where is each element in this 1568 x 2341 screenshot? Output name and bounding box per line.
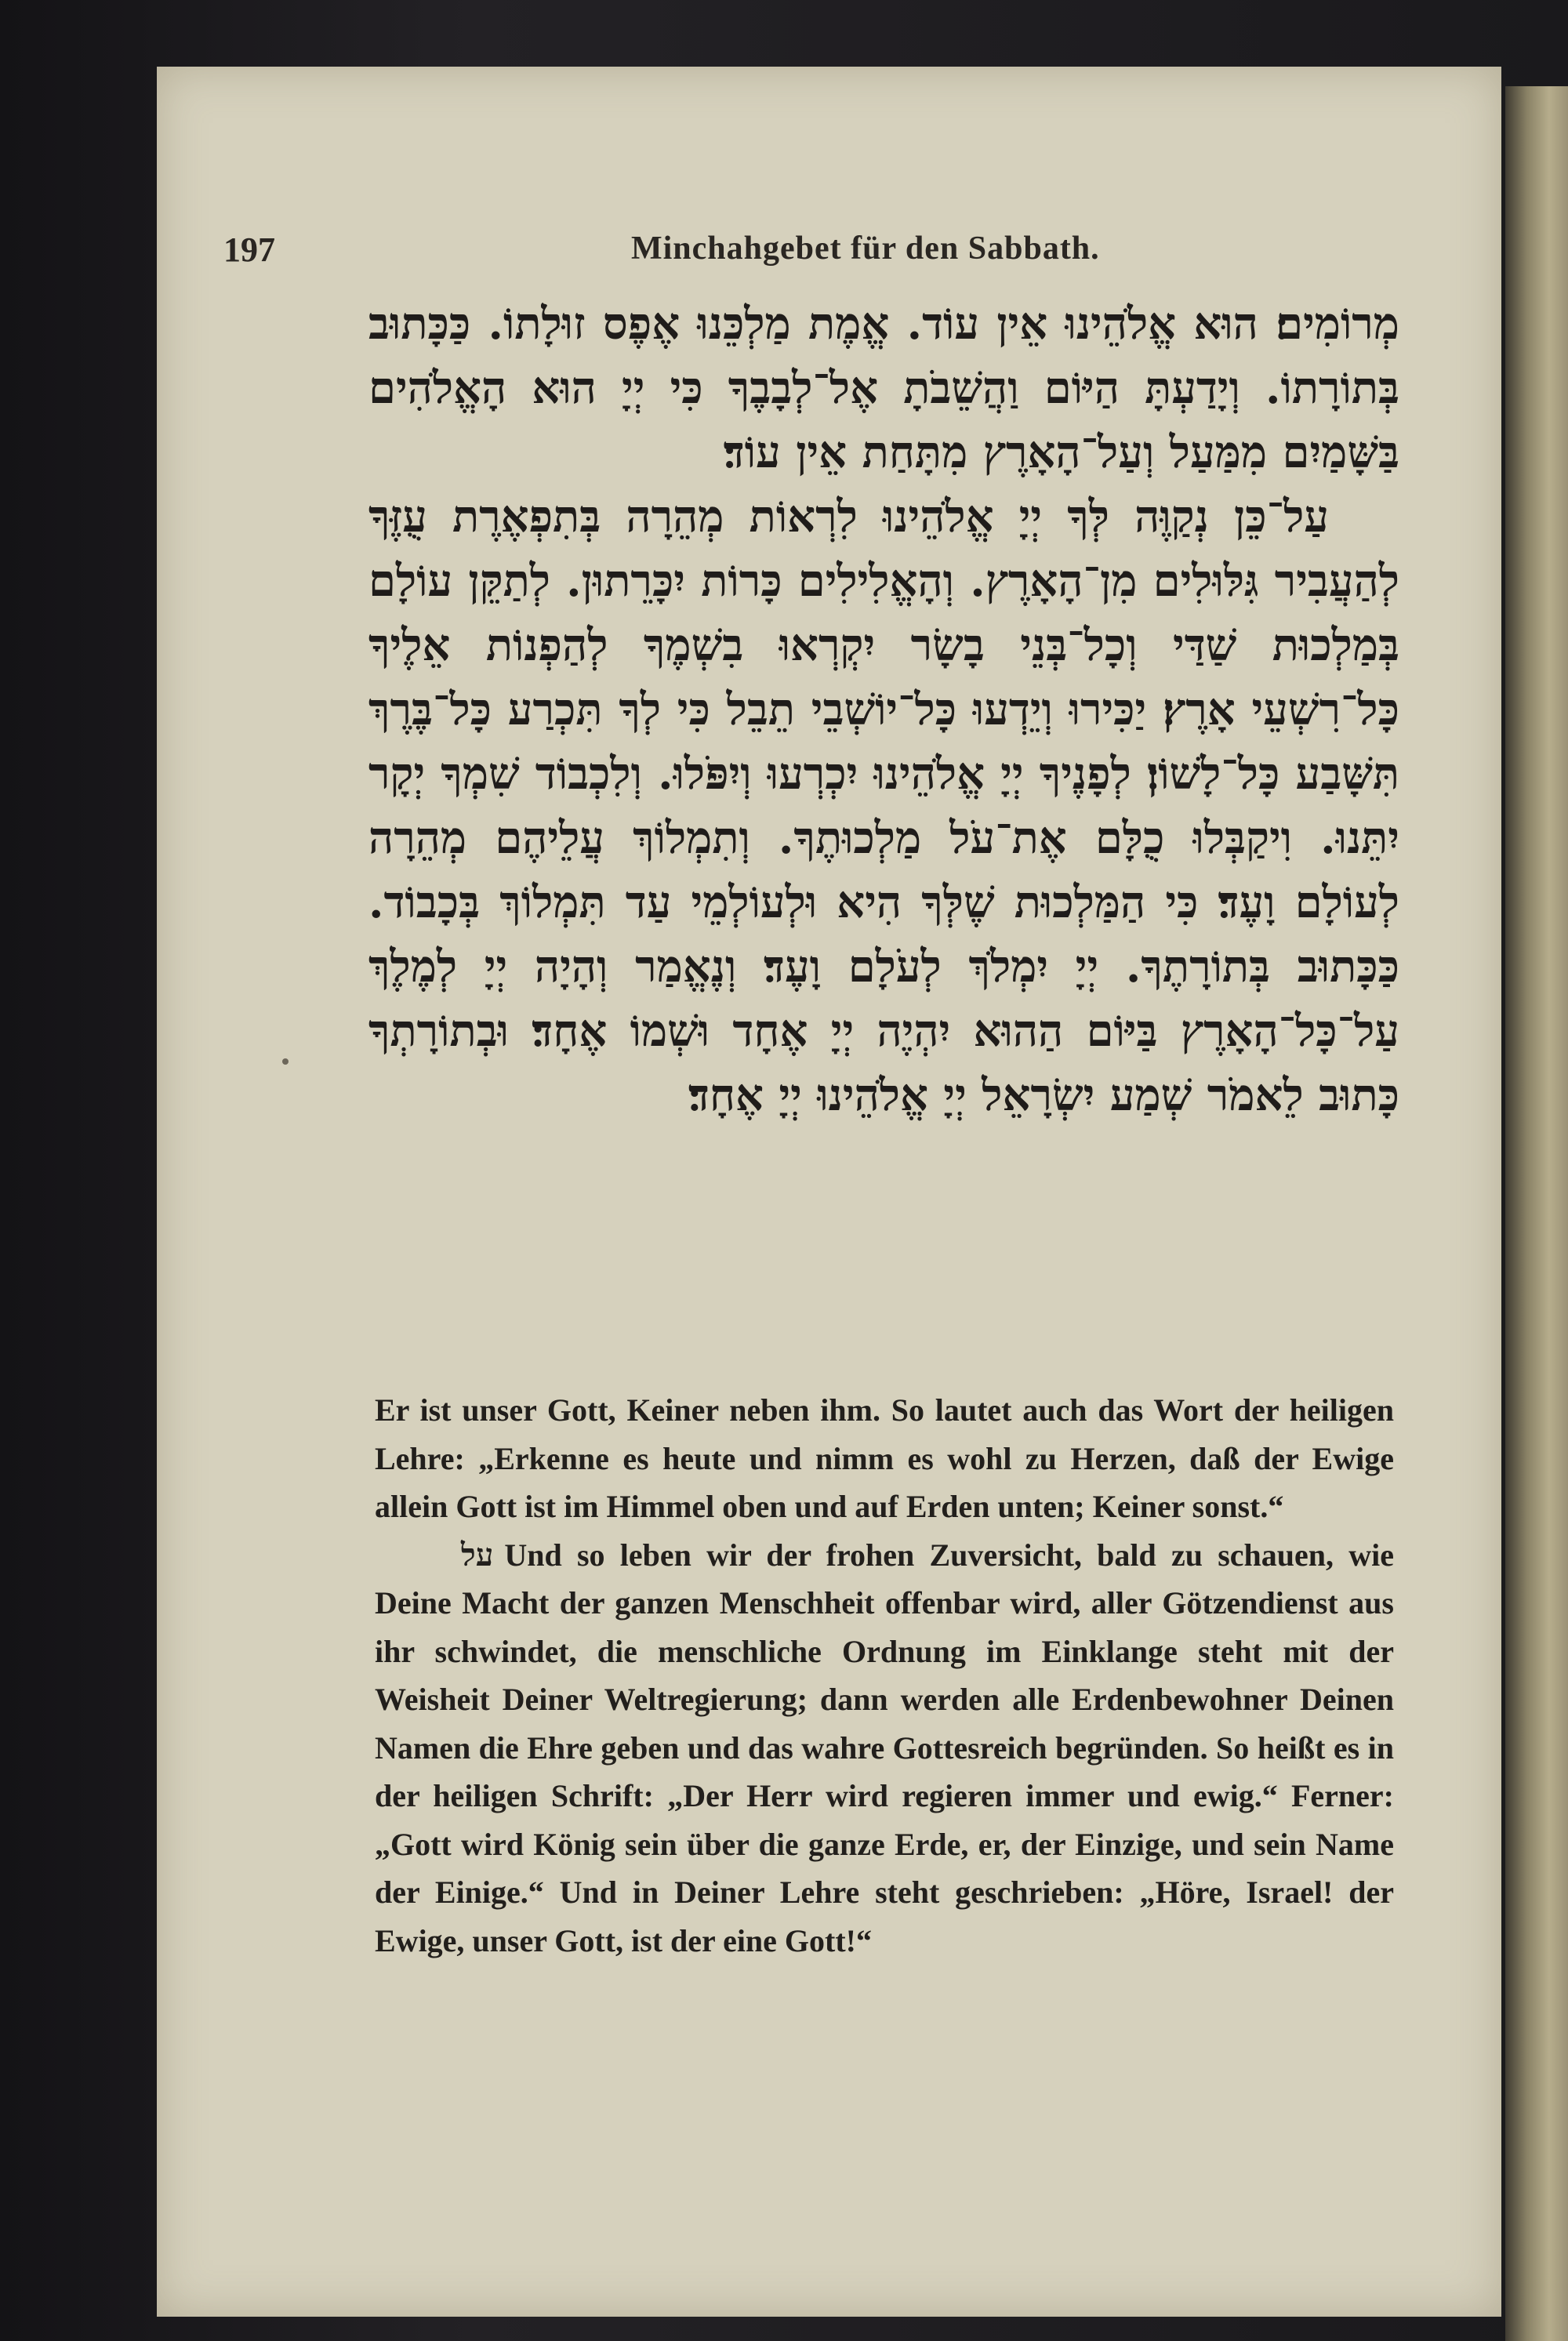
german-paragraph-2 [375, 1531, 1394, 1965]
running-title: Minchahgebet für den Sabbath. [631, 230, 1100, 267]
german-translation-block [375, 1386, 1394, 1965]
paper-blemish [282, 1058, 289, 1065]
hebrew-incipit-marker: על [461, 1536, 494, 1573]
hebrew-text-block [368, 292, 1399, 1127]
adjacent-page-edge [1505, 86, 1568, 2341]
german-paragraph-2-text: Und so leben wir der frohen Zuversicht, bald zu schauen, wie Deine Macht der ganzen Menschheit offenbar wird, aller Götzendienst aus ihr schwindet, die menschliche Ordnung im Einklange steht mit der Weisheit Deiner Weltregierung; dann werden alle Erdenbewohner Deinen Namen die Ehre geben und das wahre Gottesreich begründen. So heißt es in der heiligen Schrift: „Der Herr wird regieren immer und ewig.“ Ferner: „Gott wird König sein über die ganze Erde, er, der Einzige, und sein Name der Einige.“ Und in Deiner Lehre steht geschrieben: „Höre, Israel! der Ewige, unser Gott, ist der eine Gott!“ [375, 1537, 1394, 1958]
hebrew-paragraph-2: עַל־כֵּן נְקַוֶּה לְּךָ יְיָ אֱלֹהֵינוּ לִרְאוֹת מְהֵרָה בְּתִפְאֶרֶת עֻזֶּךָ לְהַעֲבִיר גִּלּוּלִים מִן־הָאָרֶץ. וְהָאֱלִילִים כָּרוֹת יִכָּרֵתוּן. לְתַקֵּן עוֹלָם בְּמַלְכוּת שַׁדַּי וְכָל־בְּנֵי בָשָׂר יִקְרְאוּ בִשְׁמֶךָ לְהַפְנוֹת אֵלֶיךָ כָּל־רִשְׁעֵי אָרֶץ׃ יַכִּירוּ וְיֵדְעוּ כָּל־יוֹשְׁבֵי תֵבֵל כִּי לְךָ תִּכְרַע כָּל־בֶּרֶךְ תִּשָּׁבַע כָּל־לָשׁוֹן׃ לְפָנֶיךָ יְיָ אֱלֹהֵינוּ יִכְרְעוּ וְיִפֹּלוּ. וְלִכְבוֹד שִׁמְךָ יְקָר יִתֵּנוּ. וִיקַבְּלוּ כֻלָּם אֶת־עֹל מַלְכוּתֶךָ. וְתִמְלוֹךְ עֲלֵיהֶם מְהֵרָה לְעוֹלָם וָעֶד׃ כִּי הַמַּלְכוּת שֶׁלְּךָ הִיא וּלְעוֹלְמֵי עַד תִּמְלוֹךְ בְּכָבוֹד. כַּכָּתוּב בְּתוֹרָתֶךָ. יְיָ יִמְלֹךְ לְעֹלָם וָעֶד׃ וְנֶאֱמַר וְהָיָה יְיָ לְמֶלֶךְ עַל־כָּל־הָאָרֶץ בַּיּוֹם הַהוּא יִהְיֶה יְיָ אֶחָד וּשְׁמוֹ אֶחָד׃ וּבְתוֹרָתְךָ כָּתוּב לֵאמֹר שְׁמַע יִשְׂרָאֵל יְיָ אֱלֹהֵינוּ יְיָ אֶחָד׃ [368, 491, 1399, 1121]
german-paragraph-1: Er ist unser Gott, Keiner neben ihm. So lautet auch das Wort der heiligen Lehre: „Erkenne es heute und nimm es wohl zu Herzen, daß der Ewige allein Gott ist im Himmel oben und auf Erden unten; Keiner sonst.“ [375, 1392, 1394, 1524]
hebrew-paragraph-1: מְרוֹמִים׃ הוּא אֱלֹהֵינוּ אֵין עוֹד. אֱמֶת מַלְכֵּנוּ אֶפֶס זוּלָתוֹ. כַּכָּתוּב בְּתוֹרָתוֹ. וְיָדַעְתָּ הַיּוֹם וַהֲשֵׁבֹתָ אֶל־לְבָבֶךָ כִּי יְיָ הוּא הָאֱלֹהִים בַּשָּׁמַיִם מִמַּעַל וְעַל־הָאָרֶץ מִתָּחַת אֵין עוֹד׃ [368, 298, 1399, 478]
page-number: 197 [223, 230, 275, 269]
running-head [223, 223, 1368, 278]
